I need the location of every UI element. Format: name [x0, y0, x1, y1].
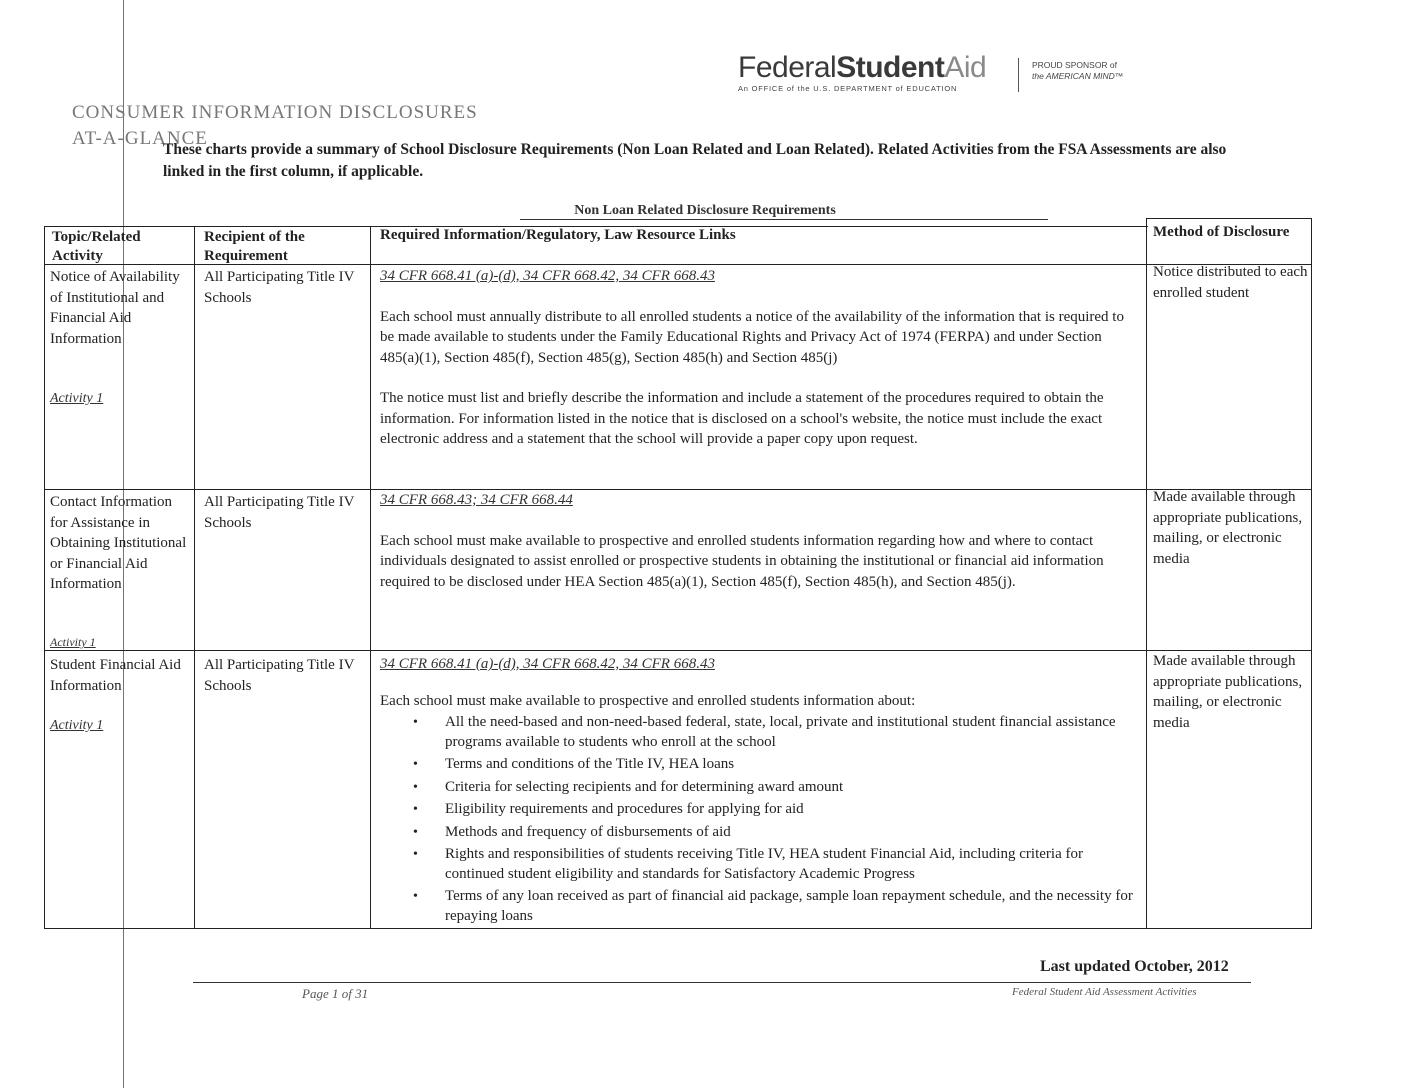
logo-wordmark	[738, 52, 986, 84]
table-left-border	[44, 226, 45, 929]
row2-regulation-links[interactable]: 34 CFR 668.43; 34 CFR 668.44	[380, 492, 573, 508]
row1-paragraph-1: Each school must annually distribute to all enrolled students a notice of the availability of the information that is required to be made available to students under the Family Educational Rights and Privacy Act of 1974 (FERPA) and under Section 485(a)(1), Section 485(f), Section 485(g), Section 485(h) and Section 485(j)	[380, 308, 1124, 366]
row3-paragraph-1: Each school must make available to prospective and enrolled students information about:	[380, 692, 916, 709]
row2-method: Made available through appropriate publications, mailing, or electronic media	[1153, 489, 1303, 567]
logo-word-student: Student	[836, 51, 945, 84]
row3-recipient: All Participating Title IV Schools	[204, 657, 355, 694]
logo-subtitle: An OFFICE of the U.S. DEPARTMENT of EDUCATION	[738, 84, 958, 93]
row3-bullet-list	[380, 713, 1140, 926]
method-header-top-border	[1146, 218, 1311, 219]
page-number: Page 1 of 31	[302, 986, 369, 1001]
list-item: • Eligibility requirements and procedures for applying for aid	[445, 800, 1140, 820]
logo-sponsor	[1032, 60, 1123, 82]
logo-sponsor-line1: PROUD SPONSOR of	[1032, 60, 1118, 70]
logo-sponsor-line2: the AMERICAN MIND™	[1032, 71, 1124, 81]
logo-divider	[1018, 58, 1019, 92]
row1-paragraph-2: The notice must list and briefly describe the information and include a statement of the procedures required to obtain the information. For information listed in the notice that is disclosed on a school's website, the notice must include the exact electronic address and a statement that the school will provide a paper copy upon request.	[380, 390, 1104, 447]
header-required-info: Required Information/Regulatory, Law Resource Links	[380, 227, 736, 243]
row2-topic: Contact Information for Assistance in Obtaining Institutional or Financial Aid Information	[50, 494, 187, 592]
col-divider-2	[370, 226, 371, 929]
federal-student-aid-logo	[738, 52, 1158, 96]
footer-document-title: Federal Student Aid Assessment Activities	[1012, 986, 1197, 998]
list-item: • Criteria for selecting recipients and for determining award amount	[445, 778, 1140, 798]
row2-bottom-border	[44, 650, 1312, 651]
intro-text: These charts provide a summary of School Disclosure Requirements (Non Loan Related and Loan Related). Related Activities from the FSA Assessments are also linked in the first column, if applicable.	[163, 141, 1227, 180]
list-item: • Terms of any loan received as part of financial aid package, sample loan repayment schedule, and the necessity for repaying loans	[445, 887, 1140, 926]
col-divider-1	[194, 226, 195, 929]
footer-rule	[193, 982, 1251, 983]
row1-required-info	[380, 266, 1140, 450]
row1-recipient: All Participating Title IV Schools	[204, 269, 355, 306]
row1-method: Notice distributed to each enrolled student	[1153, 264, 1308, 301]
col-divider-3	[1146, 218, 1147, 929]
header-method: Method of Disclosure	[1153, 224, 1290, 240]
row3-regulation-links[interactable]: 34 CFR 668.41 (a)-(d), 34 CFR 668.42, 34 CFR 668.43	[380, 656, 715, 672]
row2-paragraph-1: Each school must make available to prospective and enrolled students information regarding how and where to contact individuals designated to assist enrolled or prospective students in obtaining the institutional or financial aid information required to be disclosed under HEA Section 485(a)(1), Section 485(f), Section 485(h), and Section 485(j).	[380, 532, 1104, 590]
row3-method: Made available through appropriate publications, mailing, or electronic media	[1153, 653, 1303, 731]
header-recipient: Recipient of the Requirement	[204, 229, 305, 264]
logo-word-federal: Federal	[738, 51, 837, 84]
table-caption: Non Loan Related Disclosure Requirements	[574, 203, 836, 218]
list-item: • Methods and frequency of disbursements of aid	[445, 823, 1140, 843]
header-topic: Topic/Related Activity	[52, 229, 141, 264]
list-item: • Terms and conditions of the Title IV, HEA loans	[445, 755, 1140, 775]
last-updated: Last updated October, 2012	[1040, 958, 1229, 975]
heading-line1: CONSUMER INFORMATION DISCLOSURES	[72, 102, 478, 123]
row2-recipient: All Participating Title IV Schools	[204, 494, 355, 531]
row1-activity-link[interactable]: Activity 1	[50, 391, 104, 406]
logo-word-aid: Aid	[944, 51, 987, 84]
caption-underline	[520, 219, 1048, 220]
row3-topic: Student Financial Aid Information	[50, 657, 181, 694]
heading-line2: AT-A-GLANCE	[72, 128, 208, 149]
row2-activity-link[interactable]: Activity 1	[50, 635, 96, 649]
list-item: • All the need-based and non-need-based federal, state, local, private and institutional student financial assistance programs available to students who enroll at the school	[445, 713, 1140, 752]
list-item: • Rights and responsibilities of students receiving Title IV, HEA student Financial Aid, including criteria for continued student eligibility and standards for Satisfactory Academic Progress	[445, 845, 1140, 884]
row1-topic: Notice of Availability of Institutional and Financial Aid Information	[50, 269, 180, 347]
row1-regulation-links[interactable]: 34 CFR 668.41 (a)-(d), 34 CFR 668.42, 34 CFR 668.43	[380, 268, 715, 284]
row3-activity-link[interactable]: Activity 1	[50, 718, 104, 733]
row3-required-info	[380, 654, 1140, 929]
row2-required-info	[380, 490, 1140, 592]
table-right-border	[1311, 218, 1312, 929]
